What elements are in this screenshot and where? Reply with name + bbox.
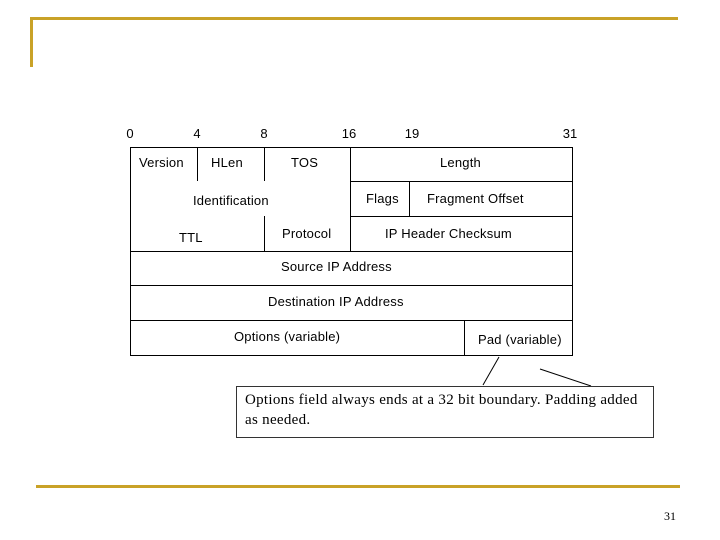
field-protocol: Protocol	[282, 226, 332, 241]
bit-label-8: 8	[260, 126, 268, 141]
field-hlen: HLen	[211, 155, 243, 170]
field-destination-address: Destination IP Address	[268, 294, 404, 309]
page-number: 31	[664, 509, 676, 523]
callout-pointer-left	[483, 357, 499, 385]
bit-label-0: 0	[126, 126, 134, 141]
field-identification: Identification	[193, 193, 269, 208]
bit-label-31: 31	[562, 126, 578, 141]
field-options: Options (variable)	[234, 329, 341, 344]
field-ttl: TTL	[179, 230, 203, 245]
field-tos: TOS	[291, 155, 319, 170]
options-callout: Options field always ends at a 32 bit boundary. Padding added as needed.	[236, 386, 654, 438]
field-flags: Flags	[366, 191, 399, 206]
field-length: Length	[440, 155, 481, 170]
field-checksum: IP Header Checksum	[385, 226, 512, 241]
bit-label-19: 19	[404, 126, 420, 141]
field-source-address: Source IP Address	[281, 259, 392, 274]
bit-label-4: 4	[193, 126, 201, 141]
field-pad: Pad (variable)	[478, 332, 562, 347]
field-version: Version	[139, 155, 184, 170]
callout-pointer-right	[540, 369, 591, 386]
field-fragment-offset: Fragment Offset	[427, 191, 524, 206]
bit-label-16: 16	[341, 126, 357, 141]
